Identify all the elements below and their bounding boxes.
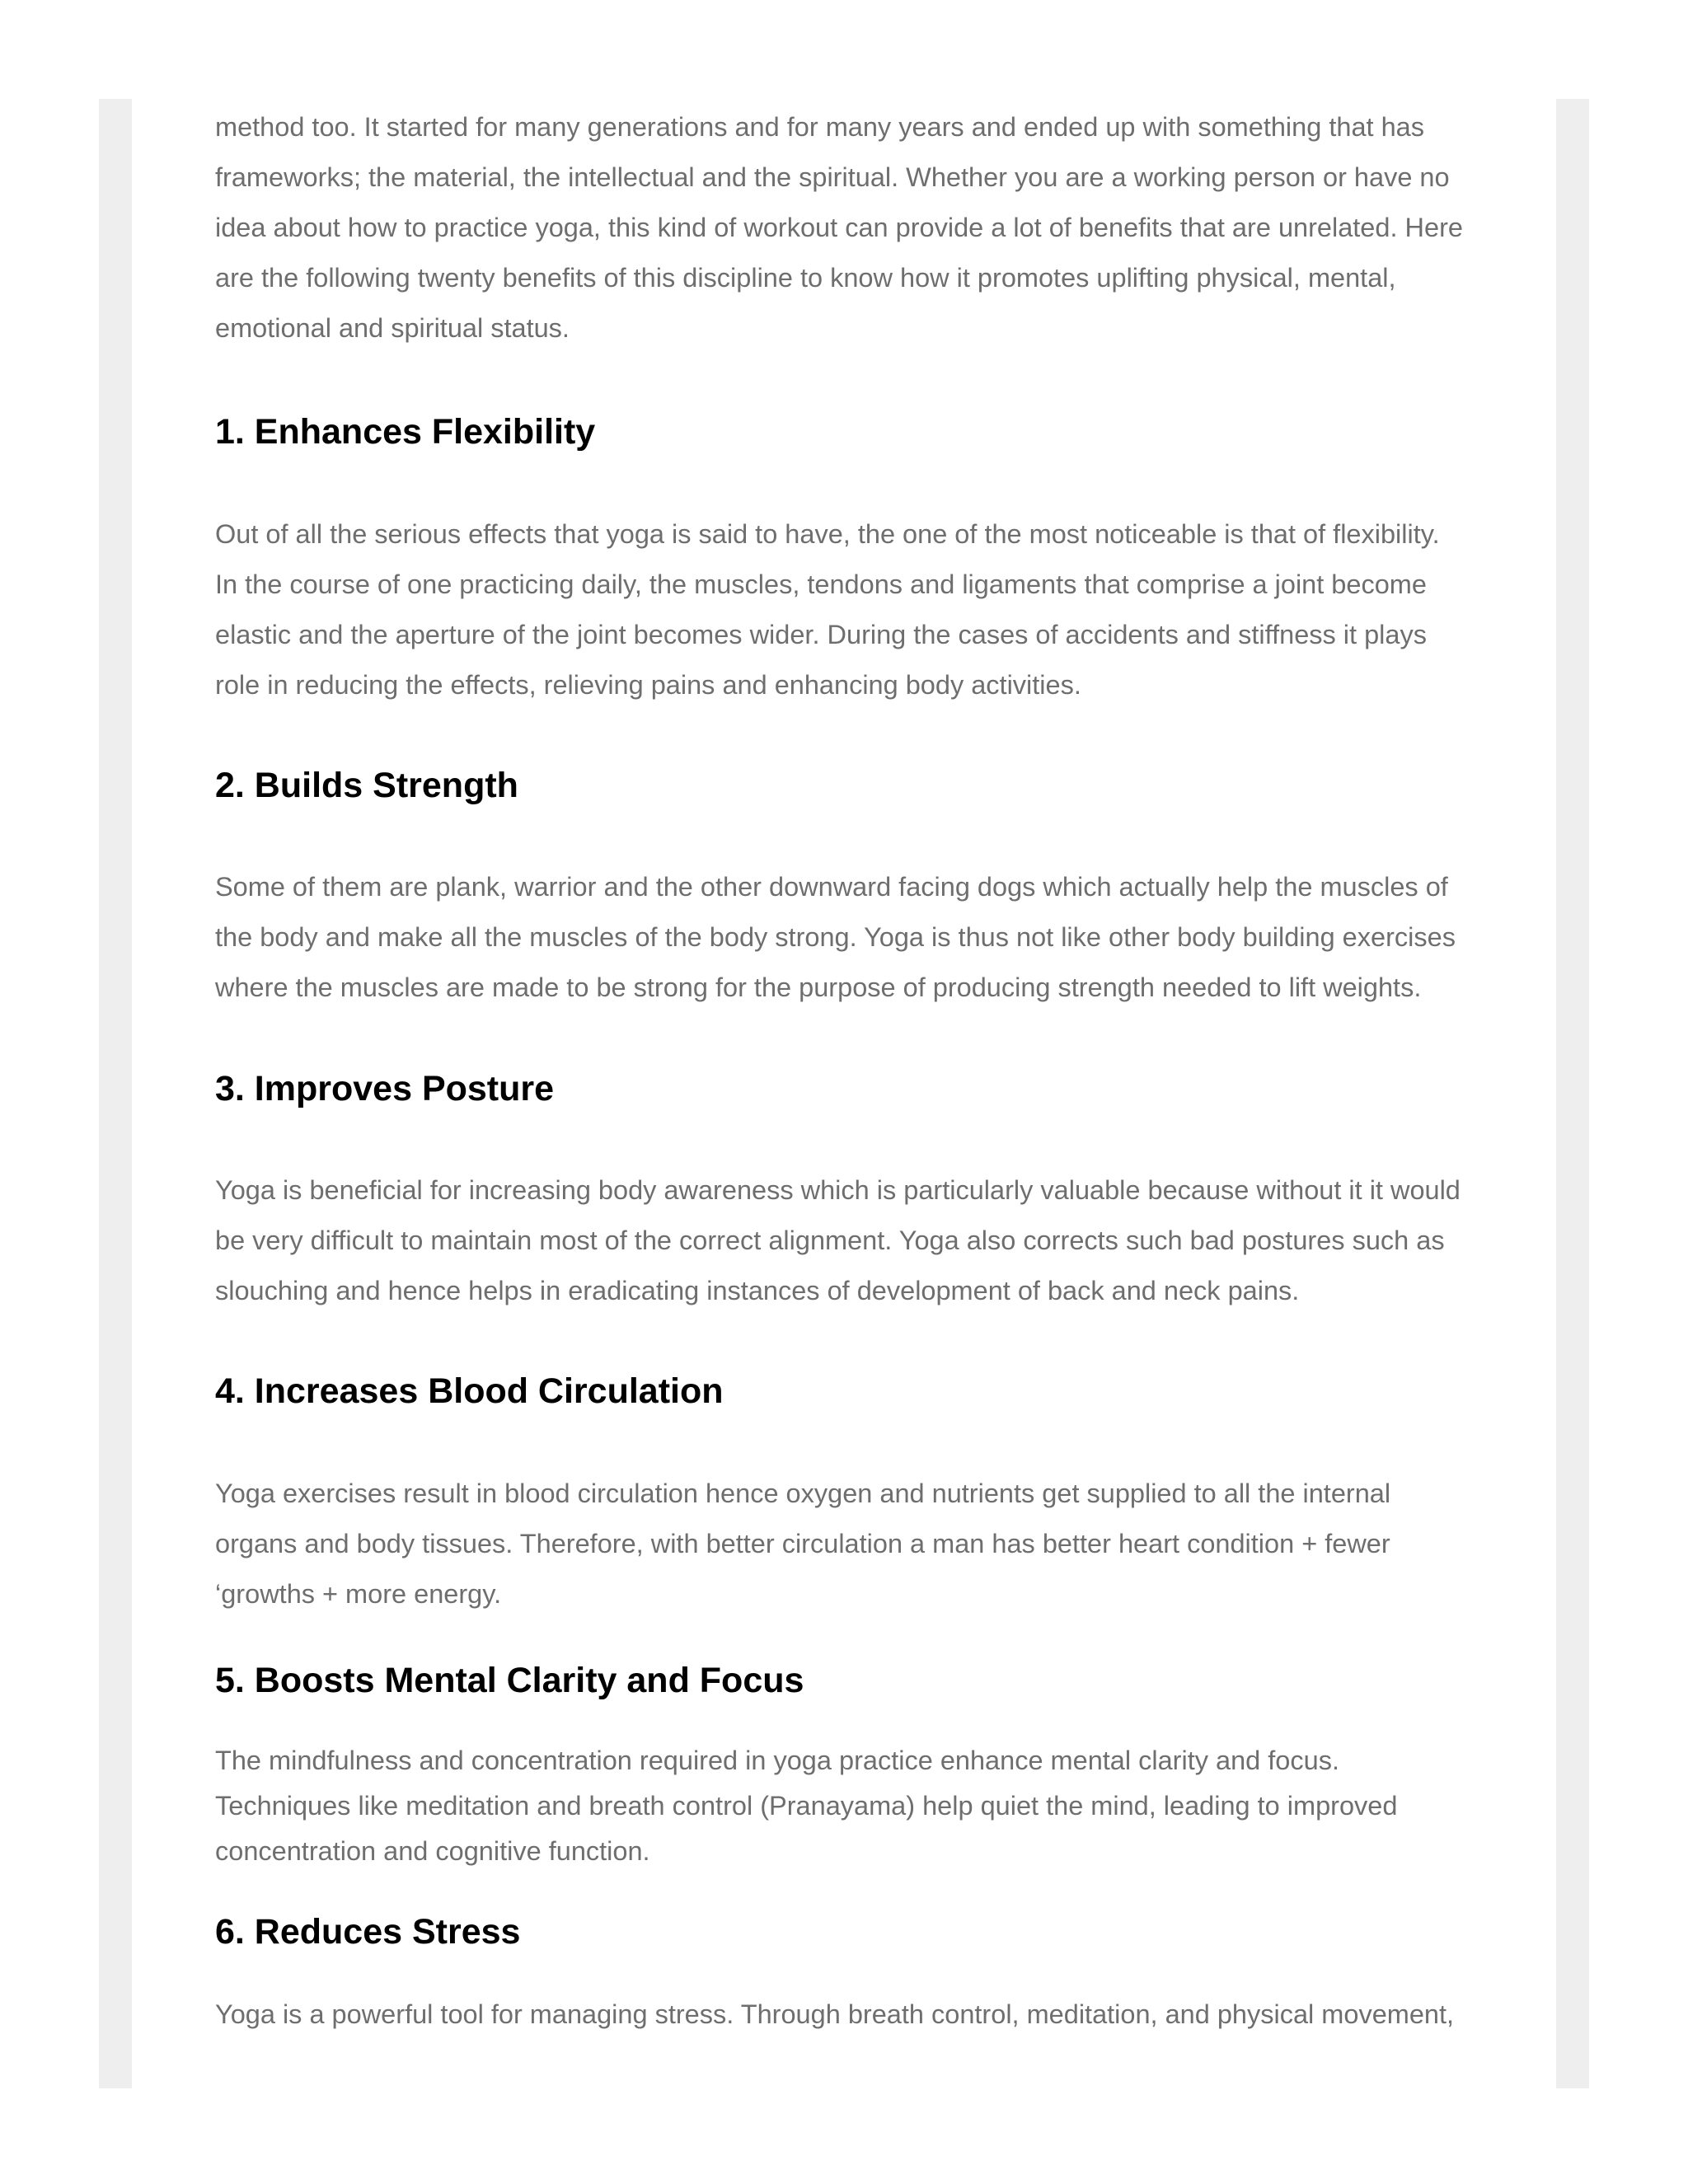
section-body-mental-clarity: The mindfulness and concentration required in yoga practice enhance mental clarity and focus. Techniques like meditation and breath control (Pranayama) help quiet the mind, leading to improved concentration and cognitive function. bbox=[215, 1746, 1398, 1866]
section-heading-circulation: 4. Increases Blood Circulation bbox=[215, 1371, 724, 1411]
right-page-margin bbox=[1556, 99, 1589, 2088]
intro-paragraph: method too. It started for many generations and for many years and ended up with something that has frameworks; the material, the intellectual and the spiritual. Whether you are a working person or have no idea about how to practice yoga, this kind of workout can provide a lot of benefits that are unrelated. Here are the following twenty benefits of this discipline to know how it promotes uplifting physical, mental, emotional and spiritual status. bbox=[215, 112, 1463, 343]
section-heading-flexibility: 1. Enhances Flexibility bbox=[215, 412, 596, 452]
section-heading-mental-clarity: 5. Boosts Mental Clarity and Focus bbox=[215, 1661, 804, 1700]
section-heading-strength: 2. Builds Strength bbox=[215, 766, 518, 805]
section-body-flexibility: Out of all the serious effects that yoga is said to have, the one of the most noticeable is that of flexibility. In the course of one practicing daily, the muscles, tendons and ligaments that comprise a joint become elastic and the aperture of the joint becomes wider. During the cases of accidents and stiffness it plays role in reducing the effects, relieving pains and enhancing body activities. bbox=[215, 519, 1440, 700]
section-body-strength: Some of them are plank, warrior and the other downward facing dogs which actually help the muscles of the body and make all the muscles of the body strong. Yoga is thus not like other body building exercises where the muscles are made to be strong for the purpose of producing strength needed to lift weights. bbox=[215, 872, 1456, 1002]
section-body-stress: Yoga is a powerful tool for managing stress. Through breath control, meditation, and physical movement, bbox=[215, 1999, 1455, 2029]
section-heading-stress: 6. Reduces Stress bbox=[215, 1912, 521, 1952]
section-heading-posture: 3. Improves Posture bbox=[215, 1069, 555, 1108]
article-body bbox=[215, 102, 1484, 2040]
section-body-circulation: Yoga exercises result in blood circulation hence oxygen and nutrients get supplied to all the internal organs and body tissues. Therefore, with better circulation a man has better heart condition + fewer ‘growths + more energy. bbox=[215, 1479, 1391, 1609]
section-body-posture: Yoga is beneficial for increasing body awareness which is particularly valuable because without it it would be very difficult to maintain most of the correct alignment. Yoga also corrects such bad postures such as slouching and hence helps in eradicating instances of development of back and neck pains. bbox=[215, 1175, 1461, 1305]
left-page-margin bbox=[99, 99, 132, 2088]
